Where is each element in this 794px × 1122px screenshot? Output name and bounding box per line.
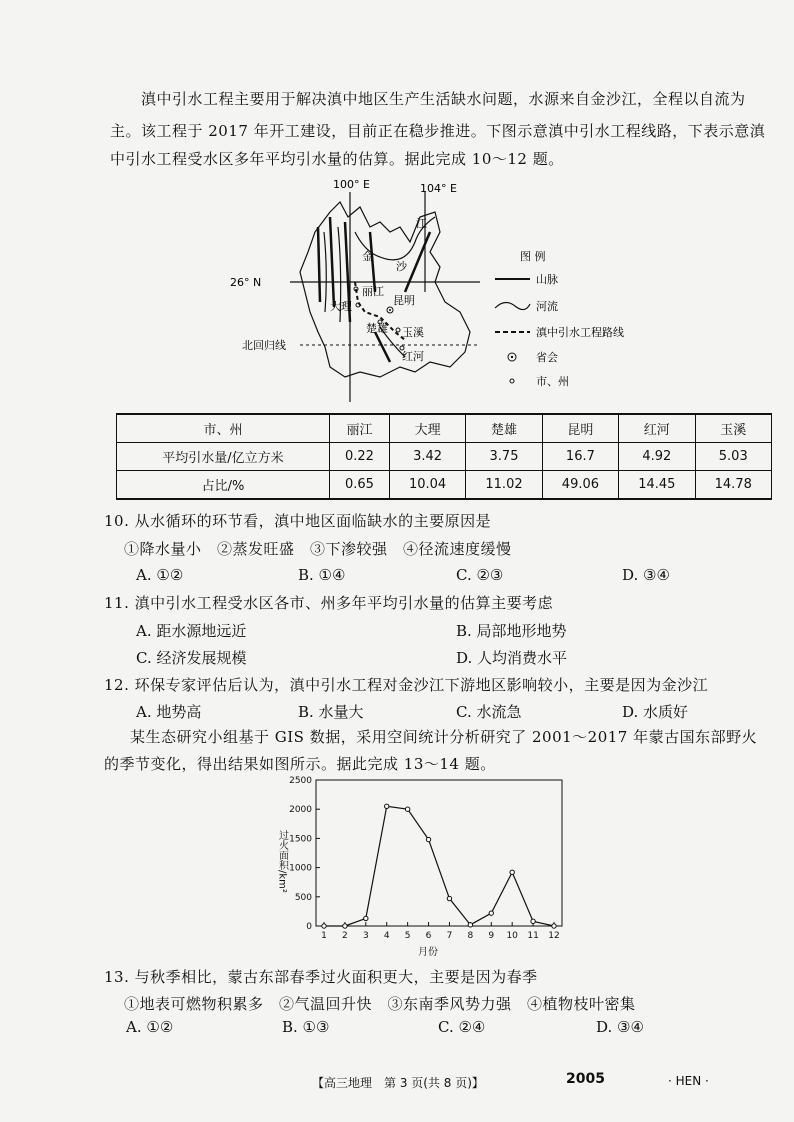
tropic-label: 北回归线 xyxy=(242,339,286,352)
data-point xyxy=(447,896,451,900)
river-label-sha: 沙 xyxy=(396,260,407,273)
q10-option-b[interactable]: B. ①④ xyxy=(298,566,346,584)
data-point xyxy=(552,924,556,928)
legend-river: 河流 xyxy=(536,300,558,313)
data-point xyxy=(426,837,430,841)
q12-option-b[interactable]: B. 水量大 xyxy=(298,703,364,721)
q11-option-a[interactable]: A. 距水源地远近 xyxy=(136,622,247,640)
lat-label-26n: 26° N xyxy=(230,276,262,289)
footer-tag: · HEN · xyxy=(668,1074,709,1088)
q10-stem: 10. 从水循环的环节看，滇中地区面临缺水的主要原因是 xyxy=(104,512,492,530)
legend-capital-dot xyxy=(511,356,513,358)
table-header-cell: 玉溪 xyxy=(695,414,771,443)
table-header-cell: 楚雄 xyxy=(466,414,542,443)
x-tick-label: 5 xyxy=(404,931,411,941)
table-cell: 16.7 xyxy=(542,443,618,471)
city-yuxi: 玉溪 xyxy=(402,326,424,339)
x-tick-label: 12 xyxy=(548,931,560,941)
legend-capital: 省会 xyxy=(536,351,558,364)
y-tick-label: 1500 xyxy=(289,834,312,845)
y-tick-label: 0 xyxy=(306,922,312,932)
q13-option-c[interactable]: C. ②④ xyxy=(438,1018,486,1036)
intro1-line3: 中引水工程受水区多年平均引水量的估算。据此完成 10～12 题。 xyxy=(110,150,564,168)
lon-label-104e: 104° E xyxy=(420,182,457,195)
water-volume-table xyxy=(116,413,772,500)
q12-stem: 12. 环保专家评估后认为，滇中引水工程对金沙江下游地区影响较小，主要是因为金沙江 xyxy=(104,676,709,694)
intro2-line1: 某生态研究小组基于 GIS 数据，采用空间统计分析研究了 2001～2017 年蒙古国东部野火 xyxy=(130,728,758,746)
x-tick-label: 2 xyxy=(342,931,348,941)
intro1-line2: 主。该工程于 2017 年开工建设，目前正在稳步推进。下图示意滇中引水工程线路，下表示意滇 xyxy=(110,122,766,140)
river-label-jiang: 江 xyxy=(416,217,427,230)
q10-option-c[interactable]: C. ②③ xyxy=(456,566,504,584)
x-tick-label: 11 xyxy=(527,931,539,941)
q12-option-d[interactable]: D. 水质好 xyxy=(622,703,689,721)
data-point xyxy=(385,804,389,808)
city-chuxiong: 楚雄 xyxy=(366,322,388,335)
x-tick-label: 3 xyxy=(362,931,369,941)
data-point xyxy=(531,919,535,923)
table-cell: 0.65 xyxy=(330,471,390,500)
table-cell: 0.22 xyxy=(330,443,390,471)
yunnan-route-map xyxy=(230,172,670,412)
river-label-jin: 金 xyxy=(362,250,373,263)
wildfire-area-chart xyxy=(264,772,574,958)
table-cell: 10.04 xyxy=(389,471,465,500)
x-tick-label: 1 xyxy=(321,931,327,941)
footer-code: 2005 xyxy=(566,1071,605,1087)
table-header-cell: 市、州 xyxy=(117,414,330,443)
city-dali: 大理 xyxy=(330,300,352,313)
table-cell: 5.03 xyxy=(695,443,771,471)
city-kunming: 昆明 xyxy=(393,294,415,307)
q10-option-a[interactable]: A. ①② xyxy=(136,566,184,584)
legend-title: 图 例 xyxy=(520,250,546,263)
capital-dot-kunming xyxy=(389,309,391,311)
y-tick-label: 2000 xyxy=(289,805,312,816)
legend-city: 市、州 xyxy=(536,375,569,388)
lon-label-100e: 100° E xyxy=(333,178,370,191)
table-row xyxy=(117,471,772,500)
q11-option-c[interactable]: C. 经济发展规模 xyxy=(136,649,247,667)
data-point xyxy=(405,807,409,811)
data-point xyxy=(468,923,472,927)
chart-ylabel: 过火面积/km² xyxy=(276,830,288,893)
q12-option-c[interactable]: C. 水流急 xyxy=(456,703,522,721)
table-cell: 11.02 xyxy=(466,471,542,500)
x-tick-label: 9 xyxy=(488,931,495,941)
x-tick-label: 8 xyxy=(467,931,474,941)
q13-items: ①地表可燃物积累多 ②气温回升快 ③东南季风势力强 ④植物枝叶密集 xyxy=(124,995,636,1013)
y-tick-label: 2500 xyxy=(289,776,312,786)
q11-stem: 11. 滇中引水工程受水区各市、州多年平均引水量的估算主要考虑 xyxy=(104,594,554,612)
x-tick-label: 10 xyxy=(506,931,518,941)
data-point xyxy=(322,924,326,928)
y-tick-label: 500 xyxy=(294,892,312,903)
city-marker-yuxi xyxy=(396,328,400,332)
table-cell: 3.75 xyxy=(466,443,542,471)
x-tick-label: 7 xyxy=(446,931,453,941)
q10-items: ①降水量小 ②蒸发旺盛 ③下渗较强 ④径流速度缓慢 xyxy=(124,540,512,558)
table-header-row xyxy=(117,414,772,443)
q13-option-d[interactable]: D. ③④ xyxy=(596,1018,644,1036)
data-point xyxy=(343,924,347,928)
y-tick-label: 1000 xyxy=(289,863,312,874)
data-point xyxy=(510,870,514,874)
q13-stem: 13. 与秋季相比，蒙古东部春季过火面积更大，主要是因为春季 xyxy=(104,968,538,986)
q11-option-b[interactable]: B. 局部地形地势 xyxy=(456,622,567,640)
data-point xyxy=(489,911,493,915)
table-cell: 4.92 xyxy=(619,443,695,471)
table-cell: 占比/% xyxy=(117,471,330,500)
q10-option-d[interactable]: D. ③④ xyxy=(622,566,670,584)
table-cell: 14.45 xyxy=(619,471,695,500)
x-tick-label: 4 xyxy=(383,931,390,941)
legend-city-symbol xyxy=(510,379,514,383)
intro2-line2: 的季节变化，得出结果如图所示。据此完成 13～14 题。 xyxy=(104,755,496,773)
table-header-cell: 大理 xyxy=(389,414,465,443)
intro1-line1: 滇中引水工程主要用于解决滇中地区生产生活缺水问题，水源来自金沙江，全程以自流为 xyxy=(141,90,746,108)
table-cell: 14.78 xyxy=(695,471,771,500)
q12-option-a[interactable]: A. 地势高 xyxy=(136,703,202,721)
table-header-cell: 丽江 xyxy=(330,414,390,443)
legend-route: 滇中引水工程路线 xyxy=(536,326,624,339)
chart-xlabel: 月份 xyxy=(418,947,438,958)
city-lijiang: 丽江 xyxy=(362,285,384,298)
q11-option-d[interactable]: D. 人均消费水平 xyxy=(456,649,568,667)
map-legend xyxy=(495,249,624,388)
city-honghe: 红河 xyxy=(402,350,424,363)
x-tick-label: 6 xyxy=(425,931,432,941)
q13-option-b[interactable]: B. ①③ xyxy=(282,1018,330,1036)
table-cell: 平均引水量/亿立方米 xyxy=(117,443,330,471)
series-line xyxy=(324,806,554,926)
table-row xyxy=(117,443,772,471)
q13-option-a[interactable]: A. ①② xyxy=(126,1018,174,1036)
legend-river-symbol xyxy=(495,302,530,309)
data-point xyxy=(364,916,368,920)
table-cell: 49.06 xyxy=(542,471,618,500)
footer-page-info: 【高三地理 第 3 页(共 8 页)】 xyxy=(312,1076,484,1090)
legend-mountain: 山脉 xyxy=(536,273,558,286)
table-header-cell: 红河 xyxy=(619,414,695,443)
table-cell: 3.42 xyxy=(389,443,465,471)
table-header-cell: 昆明 xyxy=(542,414,618,443)
